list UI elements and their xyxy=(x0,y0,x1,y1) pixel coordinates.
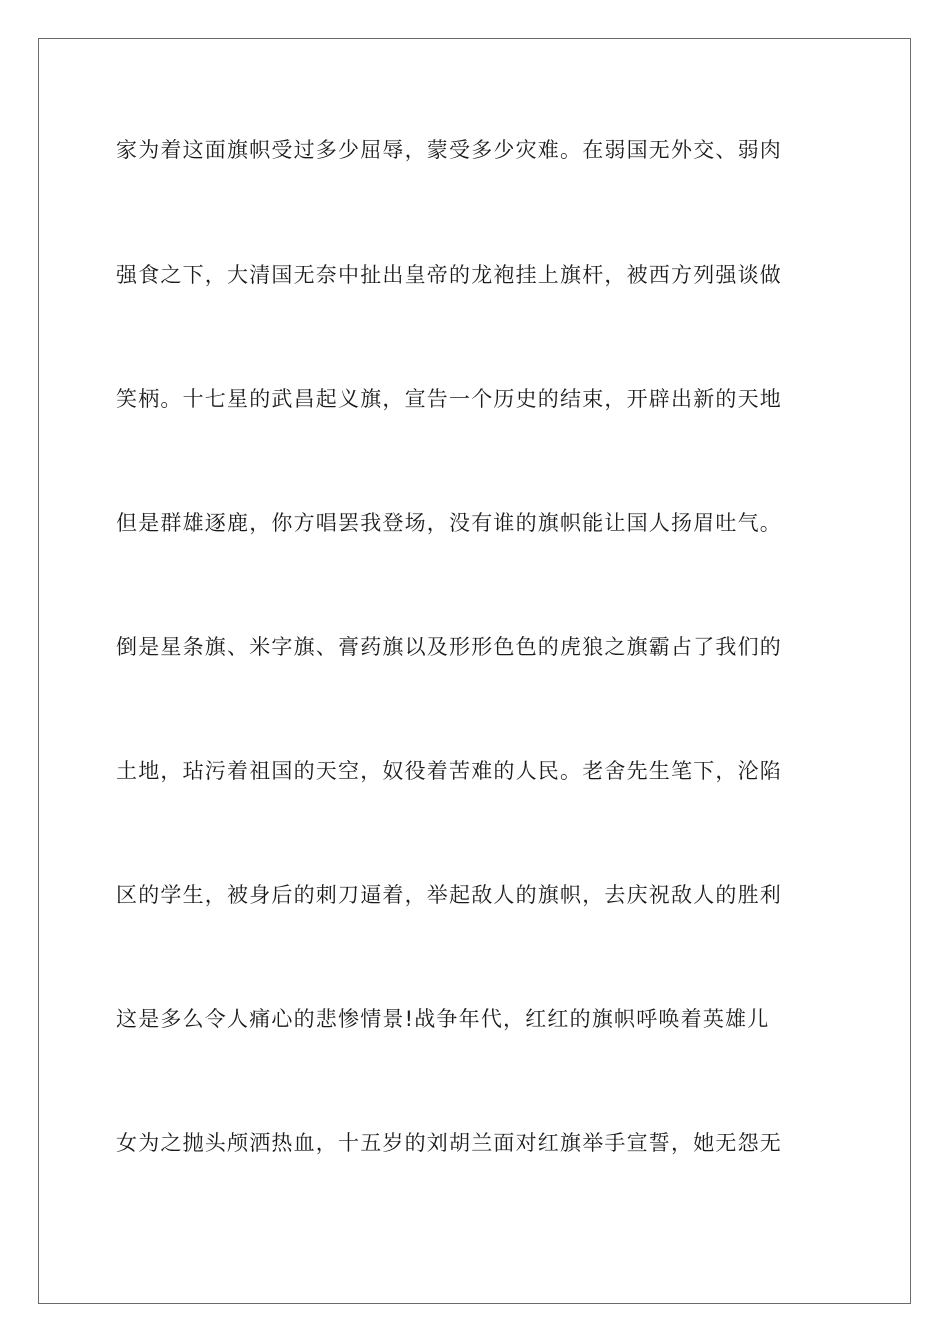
text-line-6: 土地，玷污着祖国的天空，奴役着苦难的人民。老舍先生笔下，沦陷 xyxy=(116,759,782,783)
text-line-5: 倒是星条旗、米字旗、膏药旗以及形形色色的虎狼之旗霸占了我们的 xyxy=(116,635,782,659)
text-line-2: 强食之下，大清国无奈中扯出皇帝的龙袍挂上旗杆，被西方列强谈做 xyxy=(116,263,782,287)
text-line-8: 这是多么令人痛心的悲惨情景!战争年代，红红的旗帜呼唤着英雄儿 xyxy=(116,1007,770,1031)
page-border xyxy=(38,38,911,1304)
text-line-7: 区的学生，被身后的刺刀逼着，举起敌人的旗帜，去庆祝敌人的胜利 xyxy=(116,883,782,907)
text-line-1: 家为着这面旗帜受过多少屈辱，蒙受多少灾难。在弱国无外交、弱肉 xyxy=(116,138,782,162)
text-line-9: 女为之抛头颅洒热血，十五岁的刘胡兰面对红旗举手宣誓，她无怨无 xyxy=(116,1131,782,1155)
text-line-3: 笑柄。十七星的武昌起义旗，宣告一个历史的结束，开辟出新的天地 xyxy=(116,387,782,411)
text-line-4: 但是群雄逐鹿，你方唱罢我登场，没有谁的旗帜能让国人扬眉吐气。 xyxy=(116,511,782,535)
